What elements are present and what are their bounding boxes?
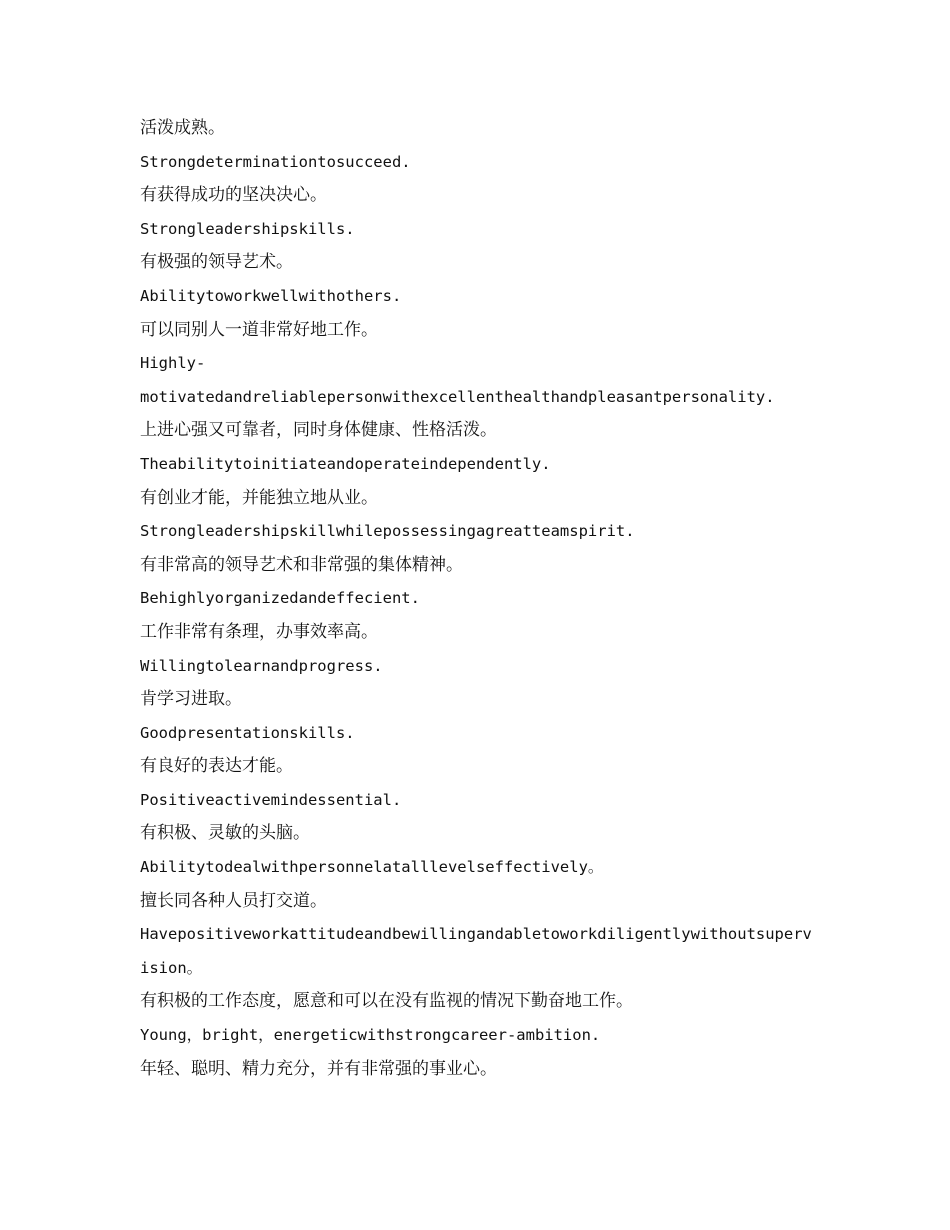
text-line: Abilitytodealwithpersonnelatalllevelseffectively。 <box>140 858 604 877</box>
text-line: 有创业才能，并能独立地从业。 <box>140 487 378 508</box>
text-line: 有获得成功的坚决决心。 <box>140 185 327 206</box>
text-line: Positiveactivemindessential. <box>140 790 402 809</box>
text-line: 可以同别人一道非常好地工作。 <box>140 319 378 340</box>
text-line: Havepositiveworkattitudeandbewillingandabletoworkdiligentlywithoutsuperv <box>140 925 812 944</box>
text-line: 擅长同各种人员打交道。 <box>140 890 327 911</box>
text-line: Highly- <box>140 354 206 373</box>
text-line: 有积极、灵敏的头脑。 <box>140 823 310 844</box>
text-line: Goodpresentationskills. <box>140 723 355 742</box>
text-line: 有极强的领导艺术。 <box>140 252 293 273</box>
text-line: 有良好的表达才能。 <box>140 756 293 777</box>
text-line: 活泼成熟。 <box>140 118 225 138</box>
text-line: 肯学习进取。 <box>140 689 242 710</box>
document-body <box>140 112 820 1086</box>
text-line: 有非常高的领导艺术和非常强的集体精神。 <box>140 554 463 575</box>
text-line: 工作非常有条理，办事效率高。 <box>140 621 378 642</box>
text-line: 年轻、聪明、精力充分，并有非常强的事业心。 <box>140 1058 497 1079</box>
text-line: Young，bright，energeticwithstrongcareer-ambition. <box>140 1026 601 1045</box>
text-line: Behighlyorganizedandeffecient. <box>140 589 420 608</box>
text-line: 有积极的工作态度，愿意和可以在没有监视的情况下勤奋地工作。 <box>140 991 633 1012</box>
text-line: Strongleadershipskills. <box>140 219 355 238</box>
text-line: Theabilitytoinitiateandoperateindependently. <box>140 454 551 473</box>
text-line: ision。 <box>140 958 203 977</box>
text-line: Strongdeterminationtosucceed. <box>140 152 411 171</box>
text-line: Willingtolearnandprogress. <box>140 656 383 675</box>
text-line: Strongleadershipskillwhilepossessingagreatteamspirit. <box>140 522 635 541</box>
text-line: 上进心强又可靠者，同时身体健康、性格活泼。 <box>140 420 497 441</box>
text-line: motivatedandreliablepersonwithexcellenthealthandpleasantpersonality. <box>140 387 775 406</box>
text-line: Abilitytoworkwellwithothers. <box>140 286 402 305</box>
